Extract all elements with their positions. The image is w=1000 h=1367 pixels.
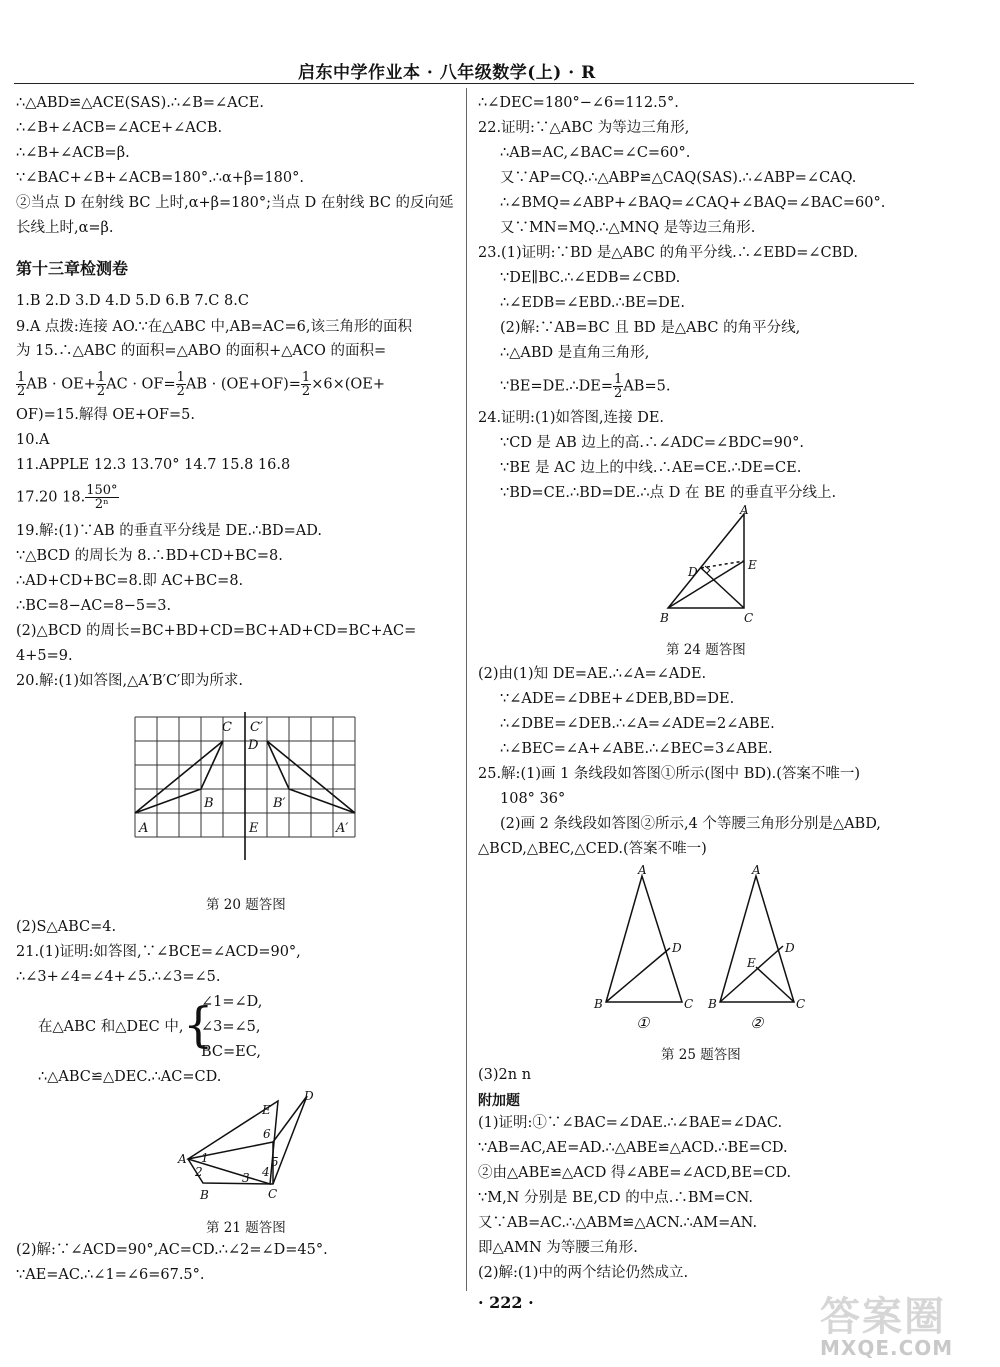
text-line: ∴△ABC≌△DEC.∴AC=CD.	[38, 1069, 222, 1085]
formula-line: $\frac{1}{2}$ AB · OE+ $\frac{1}{2}$ AC · OF= $\frac{1}{2}$ AB · (OE+OF)= $\frac{1}{2}$ ×6×(OE+	[17, 370, 386, 399]
svg-text:A: A	[740, 504, 749, 517]
svg-text:A: A	[752, 863, 761, 877]
watermark-logo: 答案圈 MXQE.COM	[820, 1294, 954, 1360]
text-line: ∵AB=AC,AE=AD.∴△ABE≌△ACD.∴BE=CD.	[478, 1140, 788, 1156]
svg-text:C: C	[222, 720, 232, 735]
text-line: ∴∠DEC=180°−∠6=112.5°.	[478, 95, 679, 111]
text-line: ∴AD+CD+BC=8.即 AC+BC=8.	[16, 573, 244, 589]
extra-section-title: 附加题	[478, 1093, 520, 1109]
svg-text:D: D	[672, 941, 682, 955]
text-line: 10.A	[16, 432, 50, 448]
svg-text:D: D	[248, 738, 259, 753]
svg-text:1: 1	[201, 1151, 209, 1165]
svg-text:3: 3	[242, 1171, 250, 1185]
text-line: ∵M,N 分别是 BE,CD 的中点.∴BM=CN.	[478, 1190, 753, 1206]
svg-text:B: B	[660, 611, 669, 625]
text-line: 22.证明:∵△ABC 为等边三角形,	[478, 120, 690, 136]
svg-text:D: D	[785, 941, 795, 955]
fraction: $\frac{1}{2}$	[96, 370, 106, 399]
text-line: ∴△ABD 是直角三角形,	[500, 345, 650, 361]
text-line: ∠1=∠D,	[201, 994, 263, 1010]
figure-caption: 第 25 题答图	[661, 1047, 741, 1063]
text-line: ②当点 D 在射线 BC 上时,α+β=180°;当点 D 在射线 BC 的反向延	[16, 195, 454, 211]
figure-20-grid	[130, 712, 366, 862]
text-line: ∵AE=AC.∴∠1=∠6=67.5°.	[16, 1267, 205, 1283]
text-line: 23.(1)证明:∵BD 是△ABC 的角平分线.∴∠EBD=∠CBD.	[478, 245, 859, 261]
text-line: ∵BD=CE.∴BD=DE.∴点 D 在 BE 的垂直平分线上.	[500, 485, 837, 501]
text-line: ∠3=∠5,	[201, 1019, 261, 1035]
svg-text:E: E	[249, 821, 259, 836]
text-line: (2)画 2 条线段如答图②所示,4 个等腰三角形分别是△ABD,	[500, 816, 881, 832]
svg-text:4: 4	[262, 1165, 270, 1179]
text-line: 19.解:(1)∵AB 的垂直平分线是 DE.∴BD=AD.	[16, 523, 322, 539]
text-line: 为 15.∴△ABC 的面积=△ABO 的面积+△ACO 的面积=	[16, 343, 387, 359]
text-line: ∵∠BAC+∠B+∠ACB=180°.∴α+β=180°.	[16, 170, 304, 186]
svg-text:C: C	[796, 997, 806, 1011]
svg-text:D: D	[688, 565, 698, 579]
fraction: $\frac{150^\circ}{\text{2ⁿ}}$	[86, 483, 118, 512]
text-line: ∵CD 是 AB 边上的高.∴∠ADC=∠BDC=90°.	[500, 435, 804, 451]
text-line: BC=EC,	[201, 1044, 261, 1060]
page-number: · 222 ·	[478, 1293, 534, 1312]
svg-text:2: 2	[195, 1165, 203, 1179]
figure-label-1: ①	[636, 1014, 650, 1032]
text-line: (2)解:∵∠ACD=90°,AC=CD.∴∠2=∠D=45°.	[16, 1242, 328, 1258]
section-title: 第十三章检测卷	[16, 259, 129, 278]
text-line: ∴△ABD≌△ACE(SAS).∴∠B=∠ACE.	[16, 95, 264, 111]
text-line: ∴∠BMQ=∠ABP+∠BAQ=∠CAQ+∠BAQ=∠BAC=60°.	[500, 195, 886, 211]
svg-text:A′: A′	[336, 821, 349, 836]
text-line: △BCD,△BEC,△CED.(答案不唯一)	[478, 841, 707, 857]
text-line: OF)=15.解得 OE+OF=5.	[16, 407, 195, 423]
svg-text:D: D	[304, 1089, 314, 1103]
text-line: 108° 36°	[500, 791, 566, 807]
svg-text:B: B	[708, 997, 717, 1011]
text-line: ∵∠ADE=∠DBE+∠DEB,BD=DE.	[500, 691, 735, 707]
figure-21	[170, 1086, 320, 1202]
figure-24	[650, 504, 780, 630]
text-line: (2)由(1)知 DE=AE.∴∠A=∠ADE.	[478, 666, 707, 682]
page-header: 启东中学作业本 · 八年级数学(上) · R	[298, 63, 596, 83]
svg-text:A: A	[638, 863, 647, 877]
text-line: 24.证明:(1)如答图,连接 DE.	[478, 410, 665, 426]
svg-text:B′: B′	[273, 796, 286, 811]
text-line: ∴∠B+∠ACB=β.	[16, 145, 130, 161]
text-line: 25.解:(1)画 1 条线段如答图①所示(图中 BD).(答案不唯一)	[478, 766, 861, 782]
text-line: ∴∠BEC=∠A+∠ABE.∴∠BEC=3∠ABE.	[500, 741, 773, 757]
text-line: ②由△ABE≌△ACD 得∠ABE=∠ACD,BE=CD.	[478, 1165, 792, 1181]
text-line: (3)2n n	[478, 1067, 532, 1083]
text-line: (2)△BCD 的周长=BC+BD+CD=BC+AD+CD=BC+AC=	[16, 623, 417, 639]
header-rule	[14, 83, 914, 84]
text-line: ∵△BCD 的周长为 8.∴BD+CD+BC=8.	[16, 548, 283, 564]
text-line: ∵BE 是 AC 边上的中线.∴AE=CE.∴DE=CE.	[500, 460, 802, 476]
svg-text:E: E	[747, 956, 756, 970]
text-line: 在△ABC 和△DEC 中,	[38, 1019, 184, 1035]
text-line: 9.A 点拨:连接 AO.∵在△ABC 中,AB=AC=6,该三角形的面积	[16, 319, 412, 335]
svg-text:E: E	[748, 558, 757, 572]
svg-text:C: C	[744, 611, 754, 625]
svg-text:B: B	[200, 1188, 209, 1202]
text-line: 21.(1)证明:如答图,∵∠BCE=∠ACD=90°,	[16, 944, 301, 960]
text-line: (1)证明:①∵∠BAC=∠DAE.∴∠BAE=∠DAC.	[478, 1115, 783, 1131]
text-line: ∴∠DBE=∠DEB.∴∠A=∠ADE=2∠ABE.	[500, 716, 775, 732]
svg-text:A: A	[139, 821, 149, 836]
text-line: ∵DE∥BC.∴∠EDB=∠CBD.	[500, 270, 681, 286]
formula-line: ∵BE=DE.∴DE= $\frac{1}{2}$ AB=5.	[500, 372, 671, 401]
fraction: $\frac{1}{2}$	[614, 372, 623, 401]
svg-text:5: 5	[271, 1155, 279, 1169]
text-line: 20.解:(1)如答图,△A′B′C′即为所求.	[16, 673, 243, 689]
svg-text:C: C	[268, 1187, 278, 1201]
text-line: 长线上时,α=β.	[16, 220, 114, 236]
svg-text:A: A	[178, 1152, 187, 1166]
fraction: $\frac{1}{2}$	[176, 370, 185, 399]
text-line: (2)解:∵AB=BC 且 BD 是△ABC 的角平分线,	[500, 320, 801, 336]
text-line: 1.B 2.D 3.D 4.D 5.D 6.B 7.C 8.C	[16, 293, 249, 309]
text-line: ∴∠EDB=∠EBD.∴BE=DE.	[500, 295, 685, 311]
formula-line: 17.20 18. $\frac{150^\circ}{\text{2ⁿ}}$	[16, 483, 118, 512]
column-divider	[466, 88, 467, 1291]
svg-text:E: E	[262, 1103, 271, 1117]
fraction: $\frac{1}{2}$	[301, 370, 311, 399]
text-line: 又∵AP=CQ.∴△ABP≌△CAQ(SAS).∴∠ABP=∠CAQ.	[500, 170, 857, 186]
svg-text:C: C	[684, 997, 694, 1011]
text-line: 4+5=9.	[16, 648, 73, 664]
text-line: 即△AMN 为等腰三角形.	[478, 1240, 638, 1256]
fraction: $\frac{1}{2}$	[17, 370, 26, 399]
text-line: 又∵AB=AC.∴△ABM≌△ACN.∴AM=AN.	[478, 1215, 758, 1231]
svg-text:6: 6	[263, 1127, 271, 1141]
svg-text:B: B	[204, 796, 214, 811]
figure-caption: 第 20 题答图	[206, 897, 286, 913]
svg-text:B: B	[594, 997, 603, 1011]
text-line: (2)解:(1)中的两个结论仍然成立.	[478, 1265, 689, 1281]
text-line: ∴∠3+∠4=∠4+∠5.∴∠3=∠5.	[16, 969, 221, 985]
figure-caption: 第 21 题答图	[206, 1220, 286, 1236]
text-line: 又∵MN=MQ.∴△MNQ 是等边三角形.	[500, 220, 756, 236]
text-line: 11.APPLE 12.3 13.70° 14.7 15.8 16.8	[16, 457, 291, 473]
text-line: ∴AB=AC,∠BAC=∠C=60°.	[500, 145, 691, 161]
figure-25	[584, 862, 824, 1032]
svg-text:C′: C′	[250, 720, 263, 735]
text-line: (2)S△ABC=4.	[16, 919, 117, 935]
figure-label-2: ②	[750, 1014, 764, 1032]
text-line: ∴BC=8−AC=8−5=3.	[16, 598, 172, 614]
figure-caption: 第 24 题答图	[666, 642, 746, 658]
brace-icon: {	[183, 997, 214, 1053]
text-line: ∴∠B+∠ACB=∠ACE+∠ACB.	[16, 120, 223, 136]
